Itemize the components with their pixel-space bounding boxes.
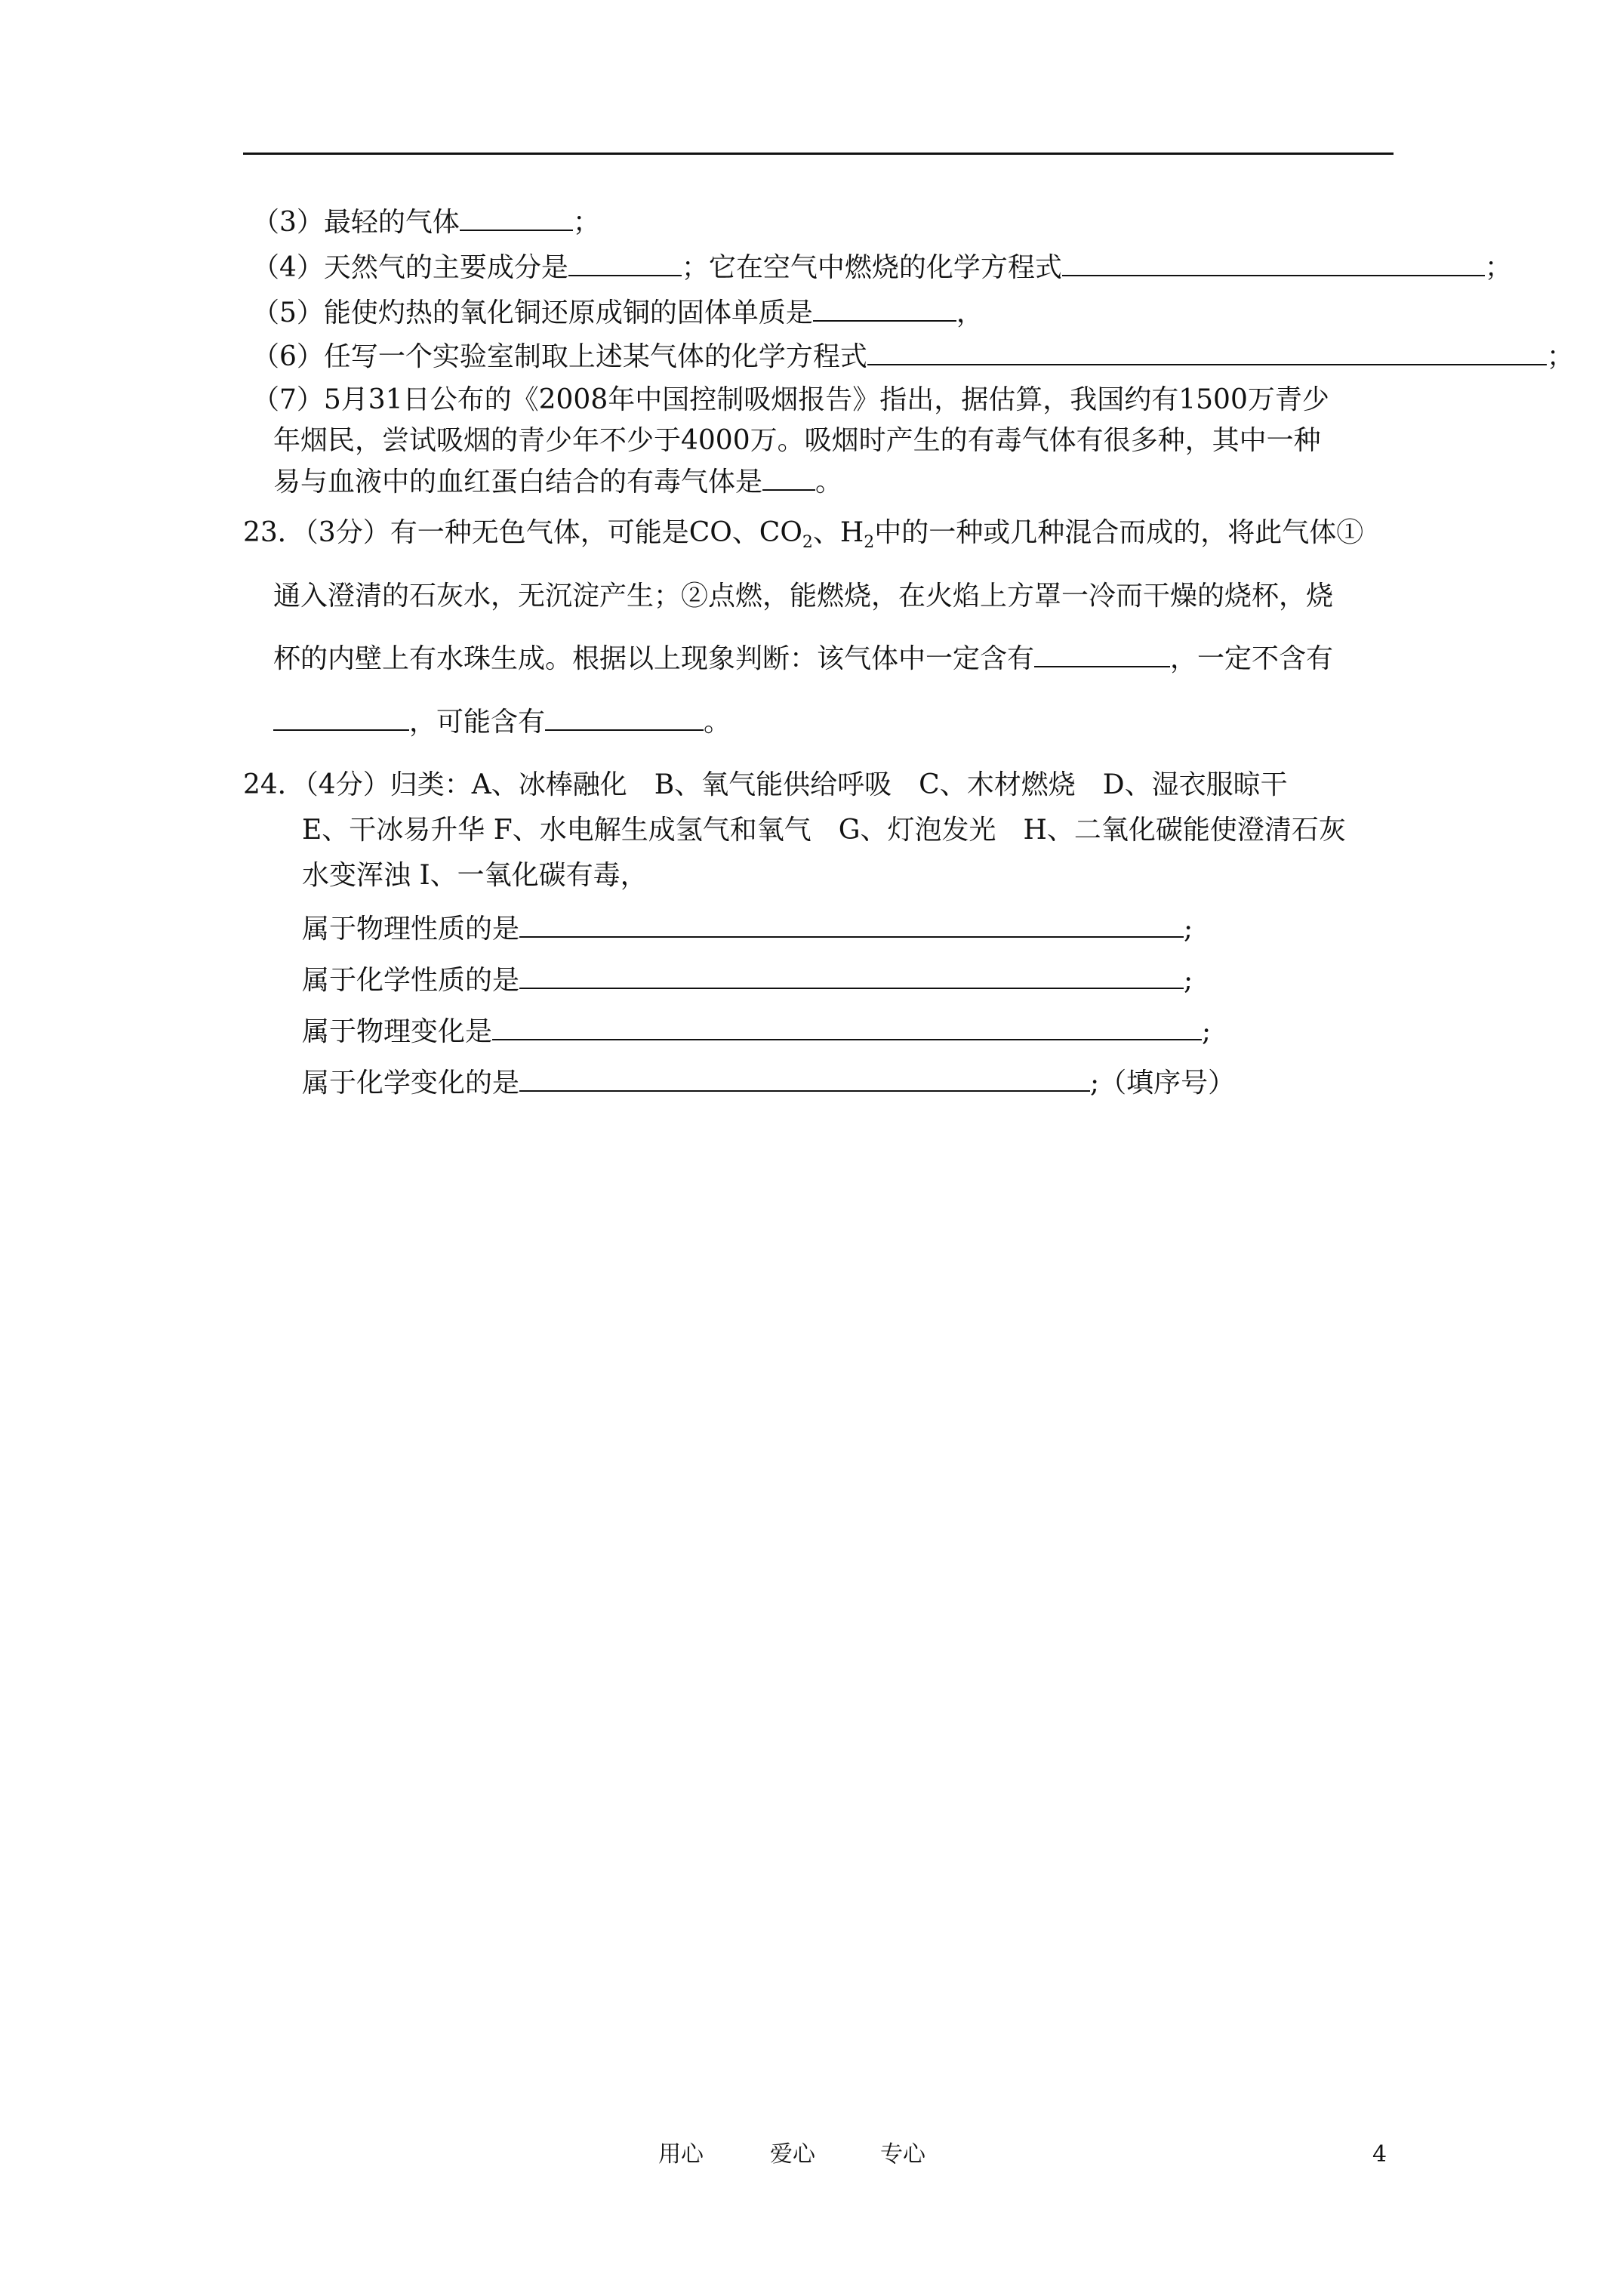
q22-item4-blank2[interactable]: [1062, 249, 1485, 276]
q24-chemical-change-label: 属于化学变化的是: [302, 1068, 520, 1099]
q24-chemical-property-end: ;: [1184, 965, 1193, 996]
q22-item6-end: ；: [1546, 341, 1574, 372]
q22-item4-blank1[interactable]: [568, 249, 682, 276]
q24-fill-note: ;（填序号）: [1090, 1068, 1236, 1099]
q22-item3: [252, 204, 600, 241]
q23-co2-subscript: 2: [802, 533, 813, 553]
q24-chemical-property-label: 属于化学性质的是: [302, 965, 520, 996]
q24-chemical-property-blank[interactable]: [519, 962, 1184, 989]
q22-item4-text: （4）天然气的主要成分是: [252, 252, 568, 283]
q23-line3-b: ，一定不含有: [1170, 643, 1334, 674]
q23-blank-not-contained[interactable]: [273, 704, 409, 731]
q22-item4: [252, 249, 1512, 286]
q23-line2-text: 通入澄清的石灰水，无沉淀产生；②点燃，能燃烧，在火焰上方罩一冷而干燥的烧杯，烧: [273, 581, 1334, 612]
q23-blank-possible[interactable]: [545, 704, 704, 731]
page-number: 4: [1372, 2141, 1387, 2168]
q23-line1: [243, 515, 1363, 551]
q22-item7-line2: [273, 423, 1321, 459]
q24-physical-change-end: ;: [1202, 1016, 1212, 1047]
q24-chemical-change: [302, 1065, 1235, 1102]
q22-item4-mid: ；它在空气中燃烧的化学方程式: [681, 252, 1062, 283]
q23-line1-b: 、H: [812, 517, 864, 548]
q24-line2-text: E、干冰易升华 F、水电解生成氢气和氧气 G、灯泡发光 H、二氧化碳能使澄清石灰: [302, 815, 1346, 846]
q23-line3-a: 杯的内壁上有水珠生成。根据以上现象判断：该气体中一定含有: [273, 643, 1035, 674]
q24-line2: [302, 812, 1346, 849]
q22-item7-line2-text: 年烟民，尝试吸烟的青少年不少于4000万。吸烟时产生的有毒气体有很多种，其中一种: [273, 425, 1321, 456]
q22-item6: [252, 338, 1574, 375]
q22-item5: [252, 294, 984, 331]
q23-line4: [273, 704, 731, 741]
q24-line1: [243, 767, 1288, 803]
q24-chemical-property: [302, 962, 1193, 999]
q22-item3-end: ；: [572, 207, 600, 238]
q22-item7-blank[interactable]: [762, 464, 815, 491]
q22-item6-blank[interactable]: [867, 338, 1547, 365]
footer-motto-2: 爱心: [770, 2141, 815, 2168]
q24-physical-property: [302, 911, 1193, 948]
q24-line1-text: 24．（4分）归类：A、冰棒融化 B、氧气能供给呼吸 C、木材燃烧 D、湿衣服晾干: [243, 769, 1288, 800]
q23-line2: [273, 578, 1333, 615]
q23-blank-definite[interactable]: [1034, 640, 1170, 667]
q22-item3-blank[interactable]: [460, 204, 573, 231]
q24-chemical-change-blank[interactable]: [519, 1065, 1090, 1092]
q24-physical-change-label: 属于物理变化是: [302, 1016, 493, 1047]
q22-item7-line3-text: 易与血液中的血红蛋白结合的有毒气体是: [273, 467, 763, 498]
footer-motto-3: 专心: [880, 2141, 925, 2168]
q22-item5-end: ，: [956, 297, 984, 328]
q23-line3: [273, 640, 1333, 677]
q24-line3-text: 水变浑浊 I、一氧化碳有毒，: [302, 860, 648, 891]
q23-line1-c: 中的一种或几种混合而成的，将此气体①: [874, 517, 1364, 548]
q24-physical-property-end: ;: [1184, 914, 1193, 945]
q22-item4-end: ；: [1484, 252, 1512, 283]
footer-motto-1: 用心: [658, 2141, 704, 2168]
q22-item7-line1: [252, 382, 1329, 418]
q22-item5-blank[interactable]: [813, 294, 956, 322]
q24-physical-property-label: 属于物理性质的是: [302, 914, 520, 945]
header-rule: [243, 153, 1394, 155]
q23-h2-subscript: 2: [864, 533, 875, 553]
q22-item3-text: （3）最轻的气体: [252, 207, 460, 238]
q23-line4-end: 。: [704, 707, 731, 738]
q22-item7-line1-text: （7）5月31日公布的《2008年中国控制吸烟报告》指出，据估算，我国约有1500万青少: [252, 384, 1329, 415]
q22-item5-text: （5）能使灼热的氧化铜还原成铜的固体单质是: [252, 297, 813, 328]
q23-line4-a: ，可能含有: [409, 707, 546, 738]
q22-item7-line3: [273, 464, 842, 501]
q22-item7-end: 。: [815, 467, 843, 498]
q23-line1-a: 23．（3分）有一种无色气体，可能是CO、CO: [243, 517, 802, 548]
q24-physical-change-blank[interactable]: [492, 1013, 1202, 1040]
q22-item6-text: （6）任写一个实验室制取上述某气体的化学方程式: [252, 341, 867, 372]
q24-line3: [302, 858, 648, 894]
q24-physical-property-blank[interactable]: [519, 911, 1184, 938]
q24-physical-change: [302, 1013, 1211, 1050]
